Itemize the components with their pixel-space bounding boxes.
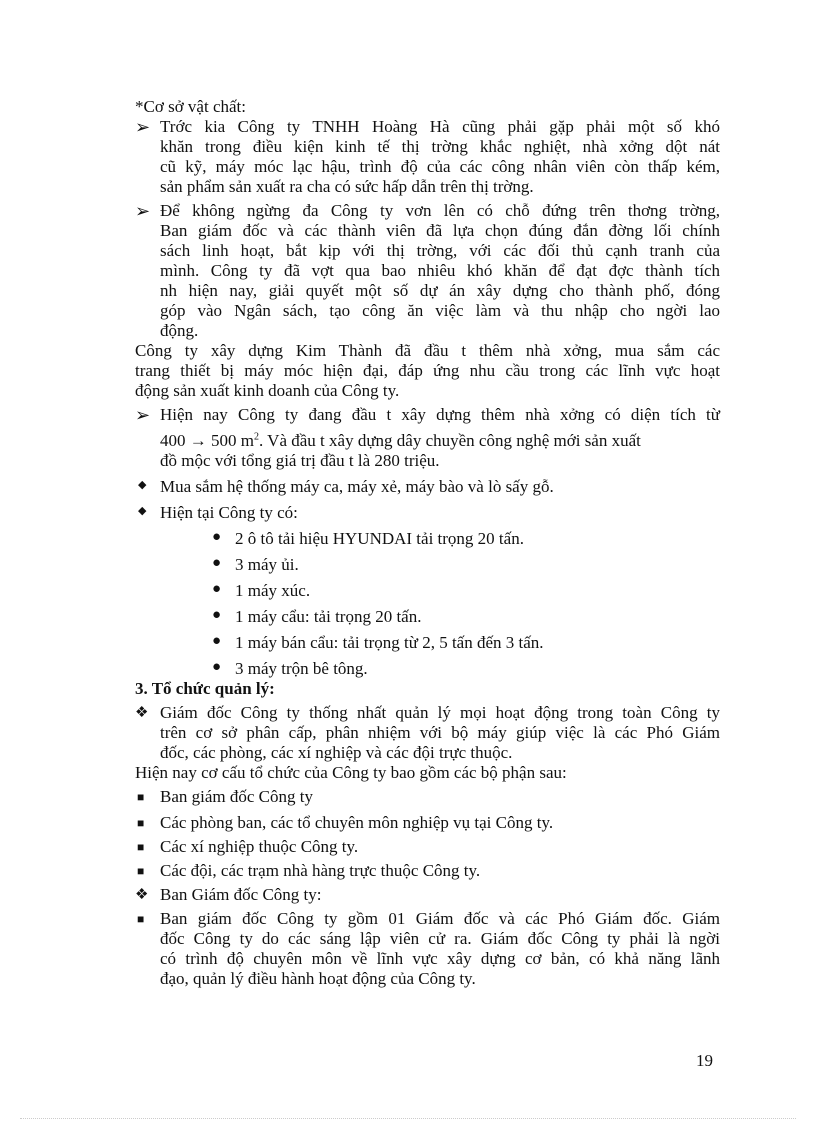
facilities-bullet-1	[135, 117, 720, 197]
footer-divider	[20, 1118, 796, 1119]
org-unit	[135, 813, 720, 833]
text-line: đốc, các phòng, các xí nghiệp và các đội trực thuộc.	[160, 743, 513, 762]
text-line: khăn trong điều kiện kinh tế thị trờng khắc nghiệt, nhà xởng dột nát	[160, 137, 720, 156]
org-unit	[135, 787, 720, 807]
text-line: Hiện nay Công ty đang đầu t xây dựng thêm nhà xởng có diện tích từ	[160, 405, 720, 424]
text-line: sách linh hoạt, bắt kịp với thị trờng, với các đối thủ cạnh tranh của	[160, 241, 720, 260]
square-bullet-icon: ■	[137, 864, 145, 878]
round-bullet-icon: ●	[212, 607, 222, 623]
text-line: có trình độ chuyên môn về lĩnh vực xây dựng cơ bản, có khả năng lãnh	[160, 949, 720, 968]
board-title	[135, 885, 720, 905]
text-line: Mua sắm hệ thống máy ca, máy xẻ, máy bào và lò sấy gỗ.	[160, 477, 554, 496]
text-line: Các phòng ban, các tổ chuyên môn nghiệp vụ tại Công ty.	[160, 813, 554, 832]
list-item-text: 1 máy cẩu: tải trọng 20 tấn.	[235, 607, 422, 626]
text-line: Trớc kia Công ty TNHH Hoàng Hà cũng phải gặp phải một số khó	[160, 117, 720, 136]
facilities-bullet-5	[135, 503, 720, 523]
list-item-text: 1 máy xúc.	[235, 581, 311, 600]
text-line: Ban giám đốc Công ty	[160, 787, 313, 806]
page-content	[135, 97, 720, 989]
board-description	[135, 909, 720, 989]
diamond-bullet-icon: ◆	[138, 505, 147, 517]
diamond-bullet-icon: ◆	[138, 479, 147, 491]
org-unit	[135, 861, 720, 881]
text-line: đạo, quản lý điều hành hoạt động của Công ty.	[160, 969, 476, 988]
text-line: Các đội, các trạm nhà hàng trực thuộc Công ty.	[160, 861, 481, 880]
text-line: động sản xuất kinh doanh của Công ty.	[135, 381, 400, 400]
round-bullet-icon: ●	[212, 581, 222, 597]
clover-bullet-icon: ❖	[135, 887, 149, 903]
text-line: trên cơ sở phân cấp, phân nhiệm với bộ máy giúp việc là các Phó Giám	[160, 723, 720, 742]
area-unit-exponent: 2	[253, 431, 259, 443]
list-item-text: 1 máy bán cẩu: tải trọng từ 2, 5 tấn đến 3 tấn.	[235, 633, 544, 652]
round-bullet-icon: ●	[212, 659, 222, 675]
text-line: Hiện tại Công ty có:	[160, 503, 298, 522]
text-line: sản phẩm sản xuất ra cha có sức hấp dẫn trên thị trờng.	[160, 177, 534, 196]
list-item-text: 2 ô tô tải hiệu HYUNDAI tải trọng 20 tấn.	[235, 529, 524, 548]
list-item	[135, 529, 720, 549]
list-item	[135, 607, 720, 627]
round-bullet-icon: ●	[212, 529, 222, 545]
area-range: 400 → 500 m	[160, 431, 254, 450]
area-sentence-rest: . Và đầu t xây dựng dây chuyền công nghệ mới sản xuất	[258, 431, 641, 450]
text-line: đốc Công ty do các sáng lập viên cử ra. Giám đốc Công ty phải là ngời	[160, 929, 720, 948]
text-line: Giám đốc Công ty thống nhất quản lý mọi hoạt động trong toàn Công ty	[160, 703, 720, 722]
org-unit	[135, 837, 720, 857]
square-bullet-icon: ■	[137, 790, 145, 804]
clover-bullet-icon: ❖	[135, 705, 149, 721]
facilities-bullet-4	[135, 477, 720, 497]
square-bullet-icon: ■	[137, 816, 145, 830]
list-item-text: 3 máy trộn bê tông.	[235, 659, 368, 678]
round-bullet-icon: ●	[212, 633, 222, 649]
equipment-list	[135, 529, 720, 679]
text-line: Các xí nghiệp thuộc Công ty.	[160, 837, 359, 856]
arrow-bullet-icon: ➢	[135, 201, 151, 221]
text-line: Ban Giám đốc Công ty:	[160, 885, 322, 904]
text-line: Ban giám đốc Công ty gồm 01 Giám đốc và các Phó Giám đốc. Giám	[160, 909, 720, 928]
text-line: cũ kỹ, máy móc lạc hậu, trình độ của các công nhân viên còn thấp kém,	[160, 157, 720, 176]
text-line: nh hiện nay, giải quyết một số dự án xây dựng cho thành phố, đóng	[160, 281, 720, 300]
list-item	[135, 659, 720, 679]
arrow-bullet-icon: ➢	[135, 405, 151, 425]
text-line: trang thiết bị máy móc hiện đại, đáp ứng nhu cầu trong các lĩnh vực hoạt	[135, 361, 720, 380]
facilities-bullet-3	[135, 405, 720, 471]
text-line: Để không ngừng đa Công ty vơn lên có chỗ đứng trên thơng trờng,	[160, 201, 720, 220]
text-line: Công ty xây dựng Kim Thành đã đầu t thêm nhà xởng, mua sắm các	[135, 341, 720, 360]
org-bullet-1	[135, 703, 720, 763]
arrow-bullet-icon: ➢	[135, 117, 151, 137]
square-bullet-icon: ■	[137, 840, 145, 854]
list-item	[135, 581, 720, 601]
list-item-text: 3 máy ủi.	[235, 555, 299, 574]
round-bullet-icon: ●	[212, 555, 222, 571]
text-line: đồ mộc với tổng giá trị đầu t là 280 triệu.	[160, 451, 440, 470]
list-item	[135, 555, 720, 575]
facilities-paragraph	[135, 341, 720, 401]
facilities-title: *Cơ sở vật chất:	[135, 97, 246, 116]
text-line: Ban giám đốc và các thành viên đã lựa chọn đúng đắn đờng lối chính	[160, 221, 720, 240]
section-heading: 3. Tổ chức quản lý:	[135, 679, 275, 698]
square-bullet-icon: ■	[137, 912, 145, 926]
text-line-area	[160, 431, 720, 451]
page-number: 19	[696, 1051, 713, 1070]
text-line: động.	[160, 321, 199, 340]
org-intro: Hiện nay cơ cấu tổ chức của Công ty bao gồm các bộ phận sau:	[135, 763, 567, 782]
facilities-bullet-2	[135, 201, 720, 341]
text-line: góp vào Ngân sách, tạo công ăn việc làm và thu nhập cho ngời lao	[160, 301, 720, 320]
list-item	[135, 633, 720, 653]
text-line: mình. Công ty đã vợt qua bao nhiêu khó khăn để đạt đợc thành tích	[160, 261, 720, 280]
